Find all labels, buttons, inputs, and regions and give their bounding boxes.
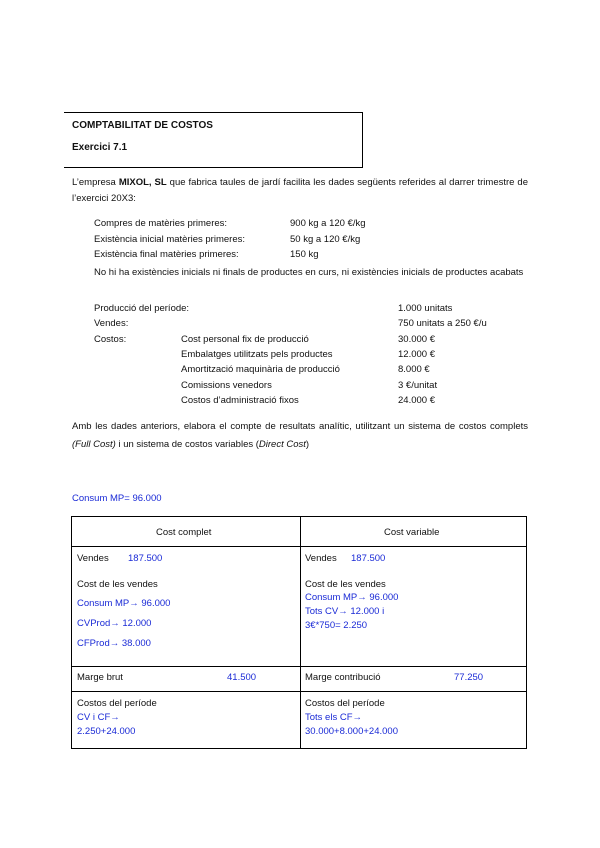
cost-item-label: Costos d’administració fixos bbox=[181, 395, 299, 406]
task-part2: i un sistema de costos variables ( bbox=[115, 439, 259, 450]
sales-value: 750 unitats a 250 €/u bbox=[398, 318, 487, 329]
right-cost-line: Consum MP→ 96.000 bbox=[305, 592, 399, 603]
left-margin-label: Marge brut bbox=[77, 672, 123, 683]
header-variable-cost: Cost variable bbox=[384, 527, 440, 538]
costs-label: Costos: bbox=[94, 334, 127, 345]
right-period-line: Tots els CF→ bbox=[305, 712, 363, 723]
left-sales-label: Vendes bbox=[77, 553, 109, 564]
right-cost-line: Tots CV→ 12.000 i bbox=[305, 606, 385, 617]
right-period-line: 30.000+8.000+24.000 bbox=[305, 726, 398, 737]
left-period-label: Costos del període bbox=[77, 698, 157, 709]
task-part3: ) bbox=[305, 439, 310, 450]
intro-paragraph bbox=[72, 175, 528, 207]
full-cost-term: (Full Cost) bbox=[72, 439, 116, 450]
right-period-label: Costos del període bbox=[305, 698, 385, 709]
materials-label: Existència inicial matèries primeres: bbox=[94, 234, 245, 245]
exercise-number: Exercici 7.1 bbox=[72, 142, 128, 153]
materials-label: Compres de matèries primeres: bbox=[94, 218, 228, 229]
left-cost-of-sales-label: Cost de les vendes bbox=[77, 579, 158, 590]
company-name: MIXOL, SL bbox=[118, 177, 167, 188]
table-rule bbox=[72, 666, 526, 667]
task-paragraph bbox=[72, 418, 528, 454]
right-cost-of-sales-label: Cost de les vendes bbox=[305, 579, 386, 590]
header-full-cost: Cost complet bbox=[156, 527, 212, 538]
right-sales-value: 187.500 bbox=[351, 553, 386, 564]
left-period-line: CV i CF→ bbox=[77, 712, 120, 723]
task-part1: Amb les dades anteriors, elabora el compte de resultats analític, utilitzant un sistema de costos complets bbox=[72, 421, 528, 432]
cost-item-label: Embalatges utilitzats pels productes bbox=[181, 349, 333, 360]
materials-value: 50 kg a 120 €/kg bbox=[290, 234, 361, 245]
table-divider bbox=[300, 517, 301, 748]
production-label: Producció del període: bbox=[94, 303, 190, 314]
table-rule bbox=[72, 546, 526, 547]
page-title: COMPTABILITAT DE COSTOS bbox=[72, 120, 213, 131]
cost-item-value: 8.000 € bbox=[398, 364, 430, 375]
left-cost-line: CVProd→ 12.000 bbox=[77, 618, 152, 629]
cost-item-label: Amortització maquinària de producció bbox=[181, 364, 340, 375]
table-rule bbox=[72, 691, 526, 692]
cost-item-value: 3 €/unitat bbox=[398, 380, 438, 391]
left-period-line: 2.250+24.000 bbox=[77, 726, 136, 737]
production-value: 1.000 unitats bbox=[398, 303, 453, 314]
no-stock-note: No hi ha existències inicials ni finals de productes en curs, ni existències inicials de productes acabats bbox=[94, 267, 524, 278]
cost-item-value: 30.000 € bbox=[398, 334, 435, 345]
intro-post: que fabrica taules de jardí facilita les dades següents referides al darrer trimestre de l’exercici 20X3: bbox=[72, 177, 529, 204]
left-margin-value: 41.500 bbox=[227, 672, 257, 683]
left-cost-line: CFProd→ 38.000 bbox=[77, 638, 151, 649]
cost-item-label: Comissions venedors bbox=[181, 380, 272, 391]
cost-item-value: 24.000 € bbox=[398, 395, 435, 406]
cost-item-value: 12.000 € bbox=[398, 349, 435, 360]
cost-item-label: Cost personal fix de producció bbox=[181, 334, 309, 345]
left-sales-value: 187.500 bbox=[128, 553, 163, 564]
materials-value: 900 kg a 120 €/kg bbox=[290, 218, 366, 229]
direct-cost-term: Direct Cost bbox=[258, 439, 306, 450]
consum-mp-note: Consum MP= 96.000 bbox=[72, 493, 162, 504]
right-cost-line: 3€*750= 2.250 bbox=[305, 620, 368, 631]
intro-pre: L’empresa bbox=[72, 177, 119, 188]
right-margin-value: 77.250 bbox=[454, 672, 484, 683]
right-sales-label: Vendes bbox=[305, 553, 337, 564]
materials-value: 150 kg bbox=[290, 249, 319, 260]
materials-label: Existència final matèries primeres: bbox=[94, 249, 239, 260]
right-margin-label: Marge contribució bbox=[305, 672, 381, 683]
left-cost-line: Consum MP→ 96.000 bbox=[77, 598, 171, 609]
results-table bbox=[71, 516, 527, 749]
sales-label: Vendes: bbox=[94, 318, 129, 329]
